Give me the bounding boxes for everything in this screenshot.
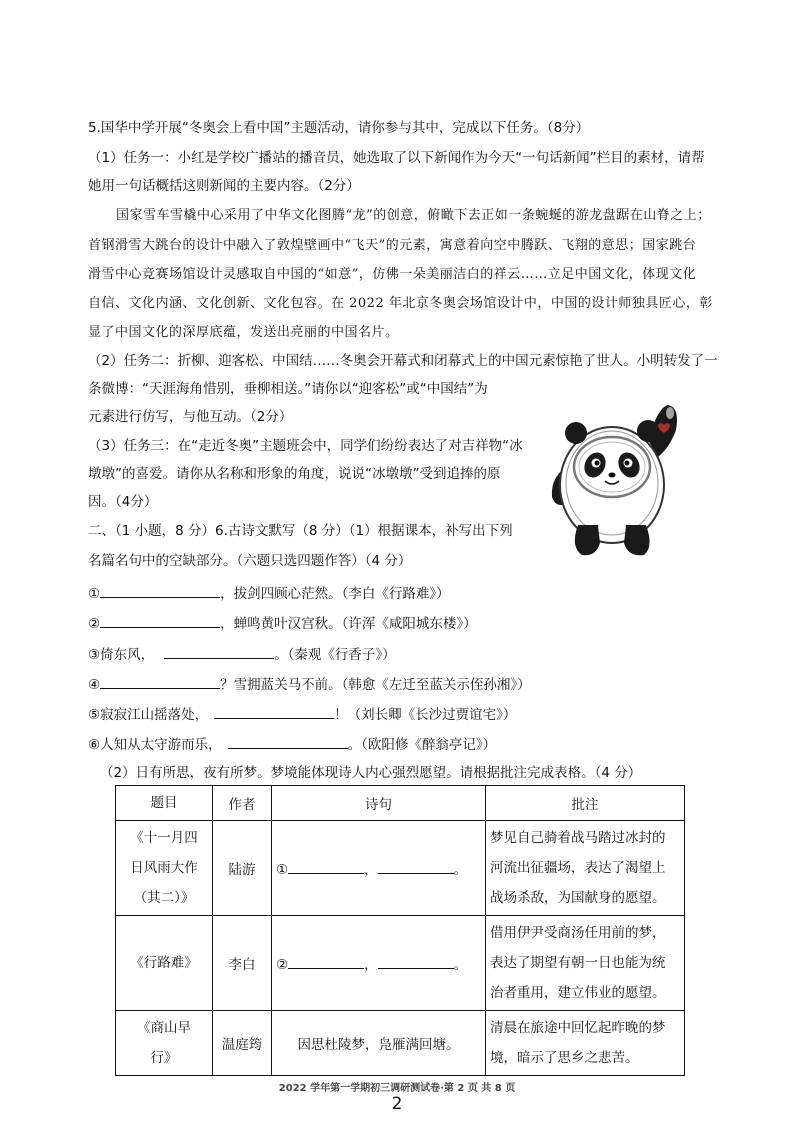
- item-punct: ？: [220, 677, 234, 693]
- item-suffix: （欧阳修《醉翁亭记》）: [361, 737, 497, 753]
- q5-task2-line1: （2）任务二：折柳、迎客松、中国结……冬奥会开幕式和闭幕式上的中国元素惊艳了世人。小明转发了一: [88, 353, 718, 369]
- answer-blank[interactable]: [288, 860, 364, 874]
- item-punct: 。: [347, 737, 362, 753]
- item-number: ③: [88, 647, 101, 663]
- answer-blank[interactable]: [100, 584, 220, 598]
- item-suffix: （刘长卿《长沙过贾谊宅》）: [347, 707, 517, 723]
- note-line: 治者重用，建立伟业的愿望。: [490, 985, 666, 1001]
- q5-task1-line1: （1）任务一：小红是学校广播站的播音员，她选取了以下新闻作为今天“一句话新闻”栏目的素材，请帮: [88, 150, 705, 166]
- fill-in-item: [88, 584, 450, 603]
- answer-blank[interactable]: [228, 735, 348, 749]
- passage-line: 国家雪车雪橇中心采用了中华文化图腾“龙”的创意，俯瞰下去正如一条蜿蜒的游龙盘踞在山脊之上；: [116, 208, 711, 223]
- note-line: 河流出征疆场，表达了渴望上: [490, 860, 666, 876]
- fill-in-item: [88, 645, 396, 664]
- cell-author: 陆游: [213, 821, 272, 916]
- note-line: 境，暗示了思乡之悲苦。: [490, 1050, 639, 1066]
- title-line: （其二）》: [133, 890, 195, 906]
- item-number: ②: [88, 616, 101, 632]
- passage-line: 首钢滑雪大跳台的设计中融入了敦煌壁画中“飞天”的元素，寓意着向空中腾跃、飞翔的意思；国家跳台: [88, 238, 697, 253]
- item-number: ①: [88, 586, 101, 602]
- item-suffix: （秦观《行香子》）: [287, 647, 396, 663]
- answer-blank[interactable]: [214, 705, 334, 719]
- verse-end: 。: [453, 862, 468, 878]
- q5-intro: 5.国华中学开展“冬奥会上看中国”主题活动，请你参与其中，完成以下任务。（8分）: [88, 120, 590, 136]
- item-number: ④: [88, 677, 101, 693]
- passage-line: 滑雪中心竞赛场馆设计灵感取自中国的“如意”，仿佛一朵美丽洁白的祥云……立足中国文化，体现文化: [88, 267, 697, 282]
- fill-in-item: [88, 614, 477, 633]
- cell-title: [116, 821, 213, 916]
- answer-blank[interactable]: [378, 955, 454, 969]
- passage-line: 自信、文化内涵、文化创新、文化包容。在 2022 年北京冬奥会场馆设计中，中国的设计师独具匠心，彰: [88, 296, 713, 311]
- answer-blank[interactable]: [164, 645, 274, 659]
- item-prefix: 倚东风，: [100, 647, 155, 663]
- title-line: 行》: [150, 1050, 178, 1066]
- item-prefix: 人知从太守游而乐，: [100, 737, 222, 753]
- title-line: 《商山早: [137, 1020, 191, 1036]
- note-line: 战场杀敌，为国献身的愿望。: [490, 890, 666, 906]
- fill-in-item: [88, 675, 531, 694]
- section2-header-line1: 二、（1 小题，8 分）6.古诗文默写（8 分）（1）根据课本，补写出下列: [88, 523, 513, 539]
- item-number: ⑥: [88, 737, 101, 753]
- fill-in-item: [88, 735, 496, 754]
- cell-title: [116, 916, 213, 1011]
- item-punct: ，: [220, 616, 234, 632]
- page-number: 2: [391, 1094, 403, 1114]
- item-number: ⑤: [88, 707, 101, 723]
- note-line: 梦见自己骑着战马踏过冰封的: [490, 830, 666, 846]
- note-line: 借用伊尹受商汤任用前的梦，: [490, 925, 666, 941]
- item-prefix: 寂寂江山摇落处，: [100, 707, 209, 723]
- cell-note: [486, 1011, 685, 1076]
- header-title: 题目: [116, 786, 213, 821]
- cell-verse: 因思杜陵梦，凫雁满回塘。: [272, 1011, 486, 1076]
- item-punct: ，: [220, 586, 234, 602]
- verse-number: ①: [276, 862, 289, 878]
- cell-author: 温庭筠: [213, 1011, 272, 1076]
- item-suffix: 拔剑四顾心茫然。（李白《行路难》）: [233, 586, 450, 602]
- cell-note: [486, 916, 685, 1011]
- q5-task2-line3: 元素进行仿写，与他互动。（2分）: [88, 409, 293, 425]
- cell-title: [116, 1011, 213, 1076]
- answer-blank[interactable]: [288, 955, 364, 969]
- footer-text: 2022 学年第一学期初三调研测试卷·第 2 页 共 8 页: [278, 1083, 516, 1094]
- table-row: [116, 916, 685, 1011]
- answer-blank[interactable]: [100, 614, 220, 628]
- cell-note: [486, 821, 685, 916]
- title-line: 日风雨大作: [130, 860, 198, 876]
- table-header-row: [116, 786, 685, 821]
- bing-dwen-dwen-mascot-image: [540, 385, 690, 565]
- poem-dream-table: [115, 785, 685, 1076]
- cell-verse: ② ， 。: [272, 916, 486, 1011]
- verse-number: ②: [276, 957, 289, 973]
- answer-blank[interactable]: [378, 860, 454, 874]
- item-punct: 。: [274, 647, 288, 663]
- note-line: 表达了期望有朝一日也能为统: [490, 955, 666, 971]
- fill-in-item: [88, 705, 516, 724]
- note-line: 清晨在旅途中回忆起昨晚的梦: [490, 1020, 666, 1036]
- table-row: [116, 1011, 685, 1076]
- table-question-intro: （2）日有所思，夜有所梦。梦境能体现诗人内心强烈愿望。请根据批注完成表格。（4 分）: [100, 765, 642, 781]
- verse-end: 。: [453, 957, 468, 973]
- q5-task3-line3: 因。（4分）: [88, 494, 158, 510]
- q5-task2-line2: 条微博：“天涯海角惜别，垂柳相送。”请你以“迎客松”或“中国结”为: [88, 381, 488, 397]
- item-punct: ！: [334, 707, 348, 723]
- cell-verse: ① ， 。: [272, 821, 486, 916]
- header-verse: 诗句: [272, 786, 486, 821]
- q5-task3-line1: （3）任务三：在“走近冬奥”主题班会中，同学们纷纷表达了对吉祥物“冰: [88, 438, 523, 454]
- item-suffix: 雪拥蓝关马不前。（韩愈《左迁至蓝关示侄孙湘》）: [233, 677, 531, 693]
- header-author: 作者: [213, 786, 272, 821]
- passage-line: 显了中国文化的深厚底蕴，发送出亮丽的中国名片。: [88, 325, 399, 340]
- title-line: 《行路难》: [130, 955, 198, 971]
- q5-task3-line2: 墩墩”的喜爱。请你从名称和形象的角度，说说“冰墩墩”受到追捧的原: [88, 466, 501, 482]
- title-line: 《十一月四: [130, 830, 198, 846]
- q5-task1-line2: 她用一句话概括这则新闻的主要内容。（2分）: [88, 178, 360, 194]
- table-row: [116, 821, 685, 916]
- answer-blank[interactable]: [100, 675, 220, 689]
- section2-header-line2: 名篇名句中的空缺部分。（六题只选四题作答）（4 分）: [88, 553, 412, 569]
- item-suffix: 蝉鸣黄叶汉宫秋。（许浑《咸阳城东楼》）: [233, 616, 477, 632]
- cell-author: 李白: [213, 916, 272, 1011]
- header-note: 批注: [486, 786, 685, 821]
